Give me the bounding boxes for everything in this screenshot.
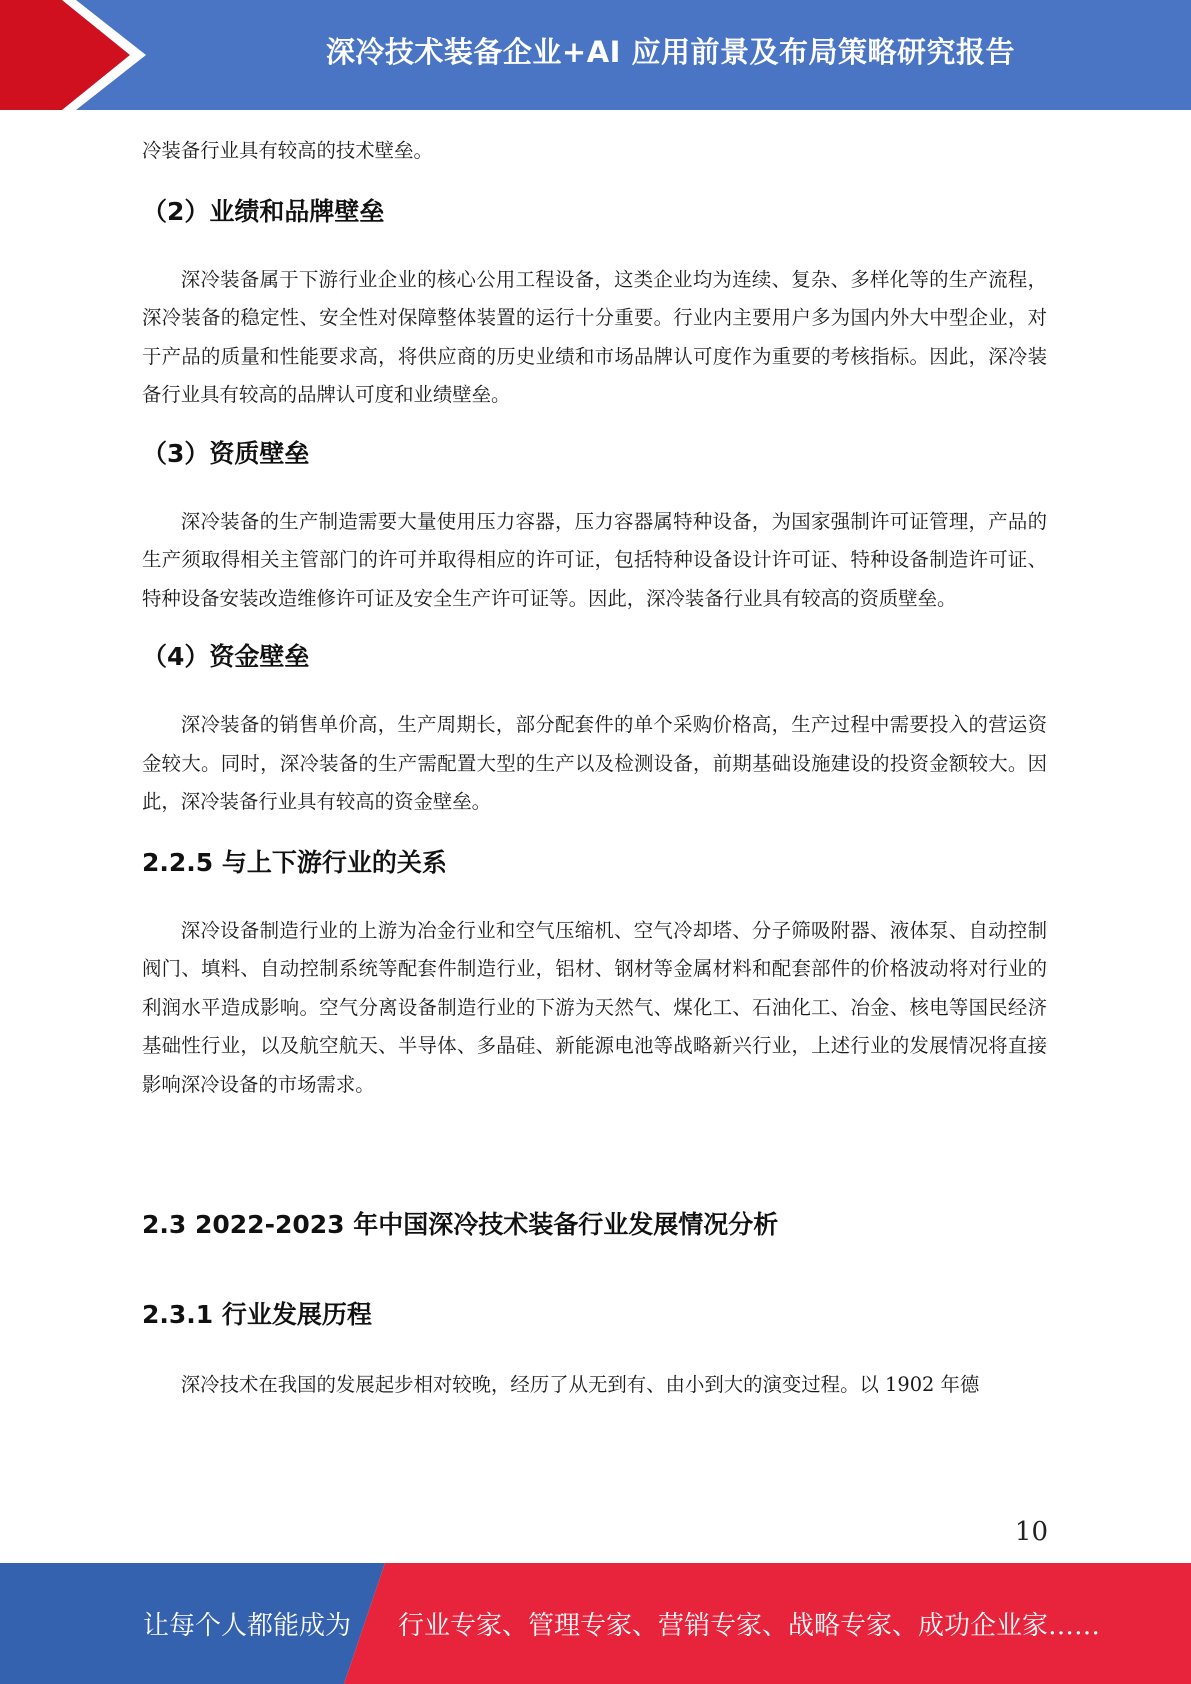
paragraph-tech-barrier-end: 冷装备行业具有较高的技术壁垒。	[142, 139, 433, 162]
heading-brand-barrier: （2）业绩和品牌壁垒	[142, 196, 385, 226]
heading-2-3-1: 2.3.1 行业发展历程	[142, 1300, 372, 1329]
page-body	[142, 132, 1047, 1405]
report-title: 深冷技术装备企业+AI 应用前景及布局策略研究报告	[325, 34, 1016, 69]
paragraph-development-history: 深冷技术在我国的发展起步相对较晚，经历了从无到有、由小到大的演变过程。以 1902 年德	[180, 1373, 980, 1396]
page-footer	[0, 1563, 1191, 1684]
paragraph-qualification-barrier: 深冷装备的生产制造需要大量使用压力容器，压力容器属特种设备，为国家强制许可证管理，产品的生产须取得相关主管部门的许可并取得相应的许可证，包括特种设备设计许可证、特种设备制造许可证、特种设备安装改造维修许可证及安全生产许可证等。因此，深冷装备行业具有较高的资质壁垒。	[142, 509, 1047, 610]
footer-slogan-left: 让每个人都能成为	[143, 1611, 352, 1641]
paragraph-capital-barrier: 深冷装备的销售单价高，生产周期长，部分配套件的单个采购价格高，生产过程中需要投入的营运资金较大。同时，深冷装备的生产需配置大型的生产以及检测设备，前期基础设施建设的投资金额较大。因此，深冷装备行业具有较高的资金壁垒。	[142, 713, 1047, 813]
header-decor-arrow	[0, 0, 160, 110]
heading-2-3: 2.3 2022-2023 年中国深冷技术装备行业发展情况分析	[142, 1210, 779, 1239]
heading-qualification-barrier: （3）资质壁垒	[142, 438, 310, 468]
footer-slogan-right: 行业专家、管理专家、营销专家、战略专家、成功企业家……	[398, 1611, 1101, 1641]
paragraph-upstream-downstream: 深冷设备制造行业的上游为冶金行业和空气压缩机、空气冷却塔、分子筛吸附器、液体泵、自动控制阀门、填料、自动控制系统等配套件制造行业，铝材、钢材等金属材料和配套部件的价格波动将对行业的利润水平造成影响。空气分离设备制造行业的下游为天然气、煤化工、石油化工、冶金、核电等国民经济基础性行业，以及航空航天、半导体、多晶硅、新能源电池等战略新兴行业，上述行业的发展情况将直接影响深冷设备的市场需求。	[142, 918, 1047, 1096]
paragraph-brand-barrier: 深冷装备属于下游行业企业的核心公用工程设备，这类企业均为连续、复杂、多样化等的生产流程，深冷装备的稳定性、安全性对保障整体装置的运行十分重要。行业内主要用户多为国内外大中型企业，对于产品的质量和性能要求高，将供应商的历史业绩和市场品牌认可度作为重要的考核指标。因此，深冷装备行业具有较高的品牌认可度和业绩壁垒。	[142, 267, 1047, 406]
heading-2-2-5: 2.2.5 与上下游行业的关系	[142, 847, 447, 877]
page-number: 10	[1014, 1517, 1048, 1547]
page-header	[0, 0, 1191, 110]
heading-capital-barrier: （4）资金壁垒	[142, 642, 310, 671]
